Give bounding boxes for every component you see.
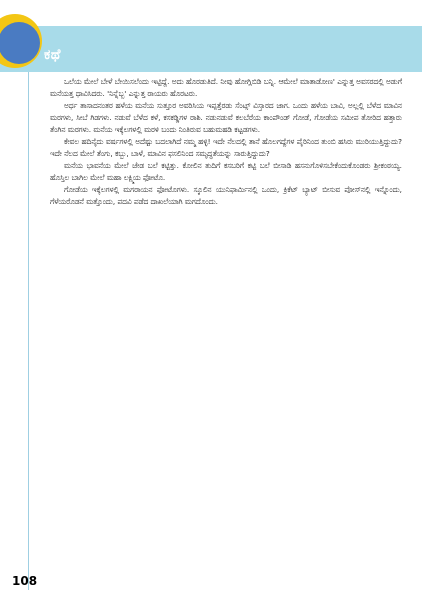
paragraph: ಅರ್ಧ ತಾಸಾದನಂತರ ಹಳೆಯ ಮನೆಯ ಸುತ್ತೂರ ಅವರಿಸಿಯ ಇಪ್ಪತ್ತೆರಡು ಸೆಂಟ್ಸ್ ವಿಸ್ತಾರದ ಜಾಗ. ಒಂದು ಹಳೆಯ ಬಾವಿ, ಅಲ್ಲಲ್ಲಿ ಬೆಳೆದ ಮಾವಿನ ಮರಗಳು, ಸೀಬೆ ಗಿಡಗಳು. ನಡುವೆ ಬೆಳೆದ ಕಳೆ, ಕಸಕಡ್ಡಿಗಳ ರಾಶಿ. ನಡುನಡುವೆ ಕಲಬೆರೆಯ ಕಾಂಪೌಂಡ್ ಗೋಡೆ, ಗೋಡೆಯ ಸಮೀಪ ತೋರಿದ ಹತ್ತಾರು ತೆಂಗಿನ ಮರಗಳು. ಮನೆಯ ಇಕ್ಕೆಲಗಳಲ್ಲಿ ಮರಳಿ ಬಂದು ನಿಂತಿರುವ ಬಹುಮಹಡಿ ಕಟ್ಟಡಗಳು. xyxy=(50,101,402,135)
section-title: ಕಥೆ xyxy=(44,47,61,63)
paragraph: ಒಲೆಯ ಮೇಲೆ ಬೇಳೆ ಬೇಯಿಸಲೆಂದು ಇಟ್ಟಿದ್ದೆ. ಅದು ಹೊರಡುತಿದೆ. ನೀವು ಹೋಗ್ಲಿಬಿಡಿ ಬನ್ನಿ. ಆಮೇಲೆ ಮಾತಾಡೋಣ' ಎನ್ನುತ್ತ ಅವಸರದಲ್ಲಿ ಅಡುಗೆ ಮನೆಯತ್ತ ಧಾವಿಸಿದರು. 'ನಿನ್ನೆಬ್ಬ' ಎನ್ನುತ್ತ ರಾಯರು ಹೊರಟರು. xyxy=(50,77,402,99)
paragraph: ಮನೆಯ ಭಾವನೆಯ ಮೇಲೆ ಜೇಡ ಬಲೆ ಕಟ್ಟಿತ್ತು. ಕೋಲಿನ ತುದಿಗೆ ಕಸಬರಿಗೆ ಕಟ್ಟಿ ಬಲೆ ಬೀಸಾಡಿ ಹಸನುಗೊಳಿಸಬೇಕೆಂದುಕೊಂಡರು ಶ್ರೀಕಂಠಯ್ಯ. ಹೊಸ್ತಿಲ ಬಾಗಿಲ ಮೇಲೆ ಮಹಾ ಲಕ್ಷ್ಮಿಯ ಫೋಟೊ. xyxy=(50,161,402,183)
decorative-blue-circle xyxy=(0,22,40,64)
margin-rule xyxy=(28,72,29,590)
paragraph: ಕೇವಲ ಹದಿನೈದು ವರ್ಷಗಳಲ್ಲಿ ಅದೆಷ್ಟು ಬದಲಾಗಿದೆ ನಮ್ಮ ಹಳ್ಳಿ! ಇದೇ ನೆಲದಲ್ಲಿ ತಾನೆ ಹೊಲಗದ್ದೆಗಳ ಪೈರಿನಿಂದ ತುಂಬಿ ಹಸಿರು ಮುರಿಯುತ್ತಿದ್ದುದು? ಇದೇ ನೆಲದ ಮೇಲೆ ತೆಂಗು, ಕಬ್ಬು, ಬಾಳೆ, ಮಾವಿನ ಫಸಲಿನಿಂದ ಸಮೃದ್ಧತೆಯನ್ನು ಸಾರುತ್ತಿದ್ದುದು? xyxy=(50,137,402,159)
article-body xyxy=(50,76,402,209)
header-band xyxy=(0,26,422,72)
paragraph: ಗೋಡೆಯ ಇಕ್ಕೆಲಗಳಲ್ಲಿ ಮಗರಾಯನ ಫೋಟೊಗಳು. ಸ್ಕೂಲಿನ ಯುನಿಫಾರ್ಮಿನಲ್ಲಿ ಒಂದು, ಕ್ರಿಕೆಟ್ ಬ್ಯಾಟ್ ಬೀಸುವ ಪೋಸ್‌ನಲ್ಲಿ ಇನ್ನೊಂದು, ಗೆಳೆಯರೊಡನೆ ಮತ್ತೊಂದು, ಪದವಿ ಪಡೆದ ದಾಖಲೆಯಾಗಿ ಮಗದೊಂದು. xyxy=(50,185,402,207)
page-number: 108 xyxy=(12,574,38,588)
